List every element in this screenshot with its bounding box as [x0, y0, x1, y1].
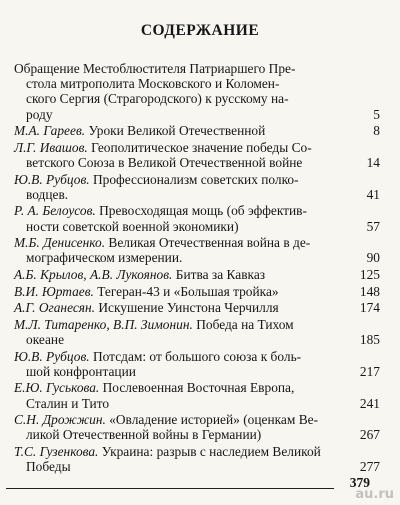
toc-text: Битва за Кавказ — [175, 266, 266, 282]
toc-line — [14, 187, 380, 202]
toc-line — [14, 459, 380, 474]
toc-text: Уроки Великой Отечественной — [88, 123, 266, 139]
footer-rule — [6, 488, 334, 489]
toc-text: океане — [26, 331, 65, 347]
toc-author: А.Г. Оганесян. — [14, 300, 95, 316]
toc-author: С.Н. Дрожжин. — [14, 412, 106, 428]
toc-line — [14, 444, 380, 459]
toc-text: ского Сергия (Страгородского) к русскому на- — [26, 91, 289, 107]
toc-page-number: 8 — [373, 123, 380, 139]
toc-text: шой конфронтации — [26, 363, 136, 379]
toc-page-number: 174 — [359, 300, 380, 316]
toc-page-number: 241 — [359, 395, 380, 411]
toc-author: Е.Ю. Гуськова. — [14, 380, 100, 396]
toc-line — [14, 412, 380, 427]
toc-text: Украина: разрыв с наследием Великой — [101, 443, 321, 459]
toc-line — [14, 123, 380, 138]
toc-entry — [14, 300, 380, 315]
toc-author: В.И. Юртаев. — [14, 283, 94, 299]
toc-text: Профессионализм советских полко- — [92, 171, 299, 187]
toc-page-number: 125 — [359, 266, 380, 282]
toc-line — [14, 61, 380, 76]
toc-page-number: 41 — [366, 186, 380, 202]
toc-line — [14, 235, 380, 250]
toc-text: Сталин и Тито — [26, 395, 110, 411]
toc-line — [14, 140, 380, 155]
toc-line — [14, 219, 380, 234]
toc-text: Победы — [26, 459, 71, 475]
toc-page-number: 5 — [373, 106, 380, 122]
toc-author: М.А. Гареев. — [14, 123, 86, 139]
toc-page-number: 90 — [366, 250, 380, 266]
toc-page-number: 148 — [359, 283, 380, 299]
toc-line — [14, 364, 380, 379]
toc-entry — [14, 123, 380, 138]
toc-line — [14, 284, 380, 299]
toc-author: Ю.В. Рубцов. — [14, 348, 90, 364]
toc-entry — [14, 284, 380, 299]
toc-line — [14, 267, 380, 282]
toc-page-number: 185 — [359, 331, 380, 347]
toc-page-number: 277 — [359, 459, 380, 475]
toc-entry — [14, 349, 380, 379]
toc-author: Т.С. Гузенкова. — [14, 443, 99, 459]
toc-author: Л.Г. Ивашов. — [14, 139, 88, 155]
toc-line — [14, 91, 380, 106]
toc-entry — [14, 317, 380, 347]
toc-entry — [14, 412, 380, 442]
toc-line — [14, 172, 380, 187]
toc-line — [14, 76, 380, 91]
toc-text: «Овладение историей» (оценкам Ве- — [109, 412, 319, 428]
toc-line — [14, 250, 380, 265]
toc-text: водцев. — [26, 186, 69, 202]
toc-author: Ю.В. Рубцов. — [14, 171, 90, 187]
toc-text: Потсдам: от большого союза к боль- — [92, 348, 302, 364]
toc-line — [14, 107, 380, 122]
toc-entry — [14, 380, 380, 410]
toc-line — [14, 317, 380, 332]
toc-entry — [14, 267, 380, 282]
toc-line — [14, 427, 380, 442]
toc-entry — [14, 61, 380, 122]
toc-text: Победа на Тихом — [196, 316, 294, 332]
toc-text: Обращение Местоблюстителя Патриаршего Пре- — [14, 61, 296, 76]
toc-text: мографическом измерении. — [26, 250, 183, 266]
toc-line — [14, 349, 380, 364]
toc-entry — [14, 172, 380, 202]
toc-text: Тегеран-43 и «Большая тройка» — [97, 283, 279, 299]
toc-entry — [14, 140, 380, 170]
watermark: au.ru — [355, 487, 394, 502]
toc-author: М.Л. Титаренко, В.П. Зимонин. — [14, 316, 193, 332]
toc-text: Послевоенная Восточная Европа, — [102, 380, 295, 396]
toc-line — [14, 300, 380, 315]
toc-text: ветского Союза в Великой Отечественной войне — [26, 155, 303, 170]
toc-text: стола митрополита Московского и Коломен- — [26, 76, 280, 92]
page-number: 379 — [349, 475, 370, 490]
toc-page-number: 217 — [359, 363, 380, 379]
toc-text: Великая Отечественная война в де- — [108, 235, 311, 251]
toc-text: Искушение Уинстона Черчилля — [98, 300, 279, 316]
toc-author: М.Б. Денисенко. — [14, 235, 106, 251]
toc-line — [14, 396, 380, 411]
toc-line — [14, 155, 380, 170]
toc-author: А.Б. Крылов, А.В. Лукоянов. — [14, 266, 173, 282]
toc-author: Р. А. Белоусов. — [14, 203, 96, 219]
toc-line — [14, 203, 380, 218]
toc-entry — [14, 235, 380, 265]
toc-entry — [14, 203, 380, 233]
toc-page-number: 267 — [359, 427, 380, 443]
toc-page-number: 14 — [366, 155, 380, 170]
toc-page-number: 57 — [366, 218, 380, 234]
table-of-contents — [14, 61, 380, 476]
toc-line — [14, 332, 380, 347]
toc-text: ности советской военной экономики) — [26, 218, 239, 234]
toc-line — [14, 380, 380, 395]
toc-text: роду — [26, 106, 53, 122]
page-title: СОДЕРЖАНИЕ — [140, 22, 260, 39]
toc-entry — [14, 444, 380, 474]
toc-text: Геополитическое значение победы Со- — [91, 139, 312, 155]
toc-text: ликой Отечественной войны в Германии) — [26, 427, 262, 443]
toc-text: Превосходящая мощь (об эффектив- — [99, 203, 307, 219]
